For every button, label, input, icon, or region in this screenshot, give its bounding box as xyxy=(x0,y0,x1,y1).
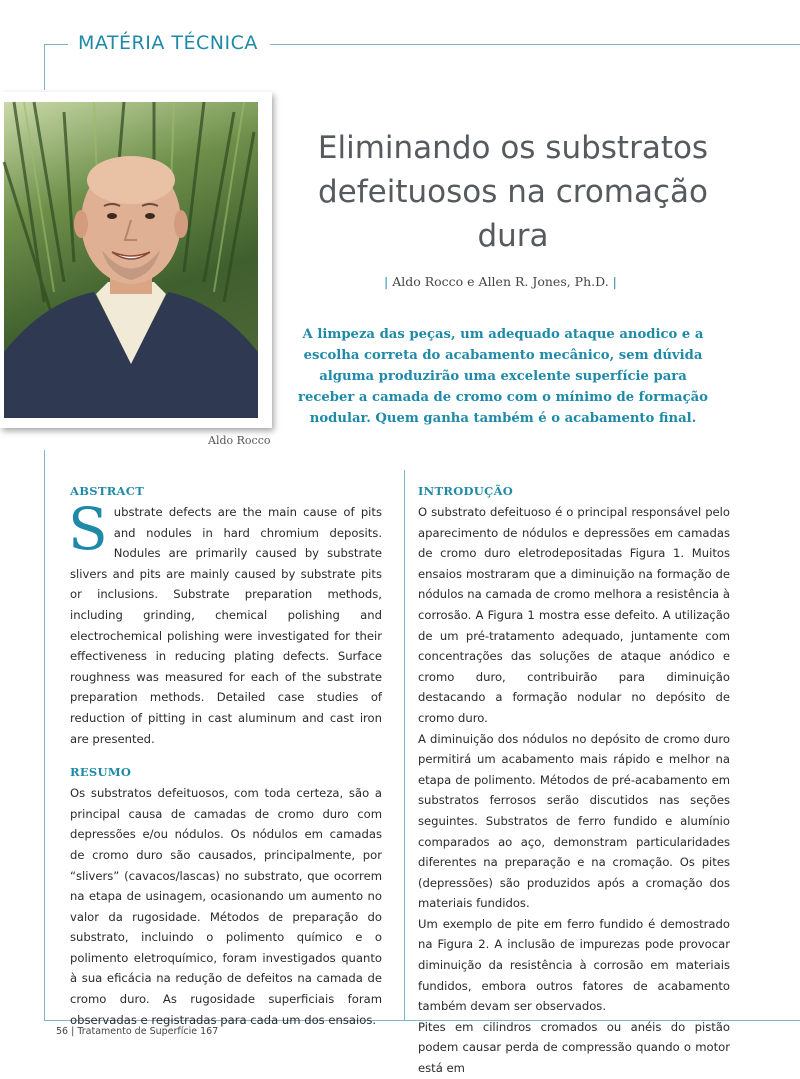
introducao-paragraph-1: O substrato defeituoso é o principal responsável pelo aparecimento de nódulos e depressões em camadas de cromo duro eletrodepositadas Figura 1. Muitos ensaios mostraram que a diminuição na formação de nódulos na camada de cromo melhora a resistência à corrosão. A Figura 1 mostra esse defeito. A utilização de um pré-tratamento adequado, juntamente com concentrações das soluções de ataque anódico e cromo duro, contribuirão para diminuição destacando a formação nodular no depósito de cromo duro. xyxy=(418,505,730,725)
article-lead: A limpeza das peças, um adequado ataque anodico e a escolha correta do acabamento mecânico, sem dúvida alguma produzirão uma excelente superfície para receber a camada de cromo com o mínimo de formação nodular. Quem ganha também é o acabamento final. xyxy=(298,327,708,426)
introducao-paragraph-2: A diminuição dos nódulos no depósito de cromo duro permitirá um acabamento mais rápido e melhor na etapa de polimento. Métodos de pré-acabamento em substratos ferrosos serão discutidos nas seções seguintes. Substratos de ferro fundido e alumínio comparados ao aço, demonstram particularidades diferentes na preparação e na cromação. Os pites (depressões) são produzidos após a cromação dos materiais fundidos. xyxy=(418,731,730,911)
authors-text: Aldo Rocco e Allen R. Jones, Ph.D. xyxy=(392,274,609,289)
column-rule xyxy=(404,470,405,1020)
article-authors xyxy=(384,274,617,289)
page-footer: 56 | Tratamento de Superfície 167 xyxy=(56,1026,219,1037)
body-rule-left xyxy=(44,450,45,1020)
title-line-2: defeituosos na cromação dura xyxy=(317,174,708,254)
author-photo xyxy=(4,102,258,418)
article-title xyxy=(278,126,748,258)
title-line-1: Eliminando os substratos xyxy=(317,130,709,166)
introducao-paragraph-3: Um exemplo de pite em ferro fundido é demostrado na Figura 2. A inclusão de impurezas pode provocar diminuição da resistência à corrosão em materiais fundidos, embora outros fatores de acabamento também devam ser observados. xyxy=(418,916,730,1014)
portrait-illustration xyxy=(4,102,258,418)
introducao-paragraph-4: Pites em cilindros cromados ou anéis do pistão podem causar perda de compressão quando o motor está em xyxy=(418,1019,730,1076)
right-column xyxy=(418,482,730,1079)
authors-bar-left: | xyxy=(384,274,389,289)
introducao-heading: INTRODUÇÃO xyxy=(418,484,514,498)
abstract-heading: ABSTRACT xyxy=(70,484,145,498)
header-rule-left-vertical xyxy=(44,44,45,90)
abstract-text: ubstrate defects are the main cause of pits and nodules in hard chromium deposits. Nodules are primarily caused by substrate slivers and pits are mainly caused by substrate pits or inclusions. Substrate preparation methods, including grinding, chemical polishing and electrochemical polishing were investigated for their effectiveness in reducing plating defects. Surface roughness was measured for each of the substrate preparation methods. Detailed case studies of reduction of pitting in cast aluminum and cast iron are presented. xyxy=(70,505,382,746)
abstract-dropcap: S xyxy=(68,495,108,563)
section-label: MATÉRIA TÉCNICA xyxy=(78,32,258,54)
resumo-text: Os substratos defeituosos, com toda certeza, são a principal causa de camadas de cromo duro com depressões e/ou nódulos. Os nódulos em camadas de cromo duro são causados, principalmente, por “slivers” (cavacos/lascas) no substrato, que ocorrem na etapa de usinagem, ocasionando um aumento no valor da rugosidade. Métodos de preparação do substrato, incluindo o polimento químico e o polimento eletroquímico, foram investigados quanto à sua eficácia na redução de defeitos na camada de cromo duro. As rugosidade superficiais foram observadas e registradas para cada um dos ensaios. xyxy=(70,786,382,1027)
abstract-body xyxy=(68,495,382,749)
resumo-heading: RESUMO xyxy=(70,765,132,780)
authors-bar-right: | xyxy=(612,274,617,289)
left-column xyxy=(70,482,382,1030)
header-rule-left xyxy=(44,44,68,45)
photo-caption: Aldo Rocco xyxy=(208,434,271,447)
author-photo-frame xyxy=(0,92,272,428)
header-rule-right xyxy=(270,44,800,45)
